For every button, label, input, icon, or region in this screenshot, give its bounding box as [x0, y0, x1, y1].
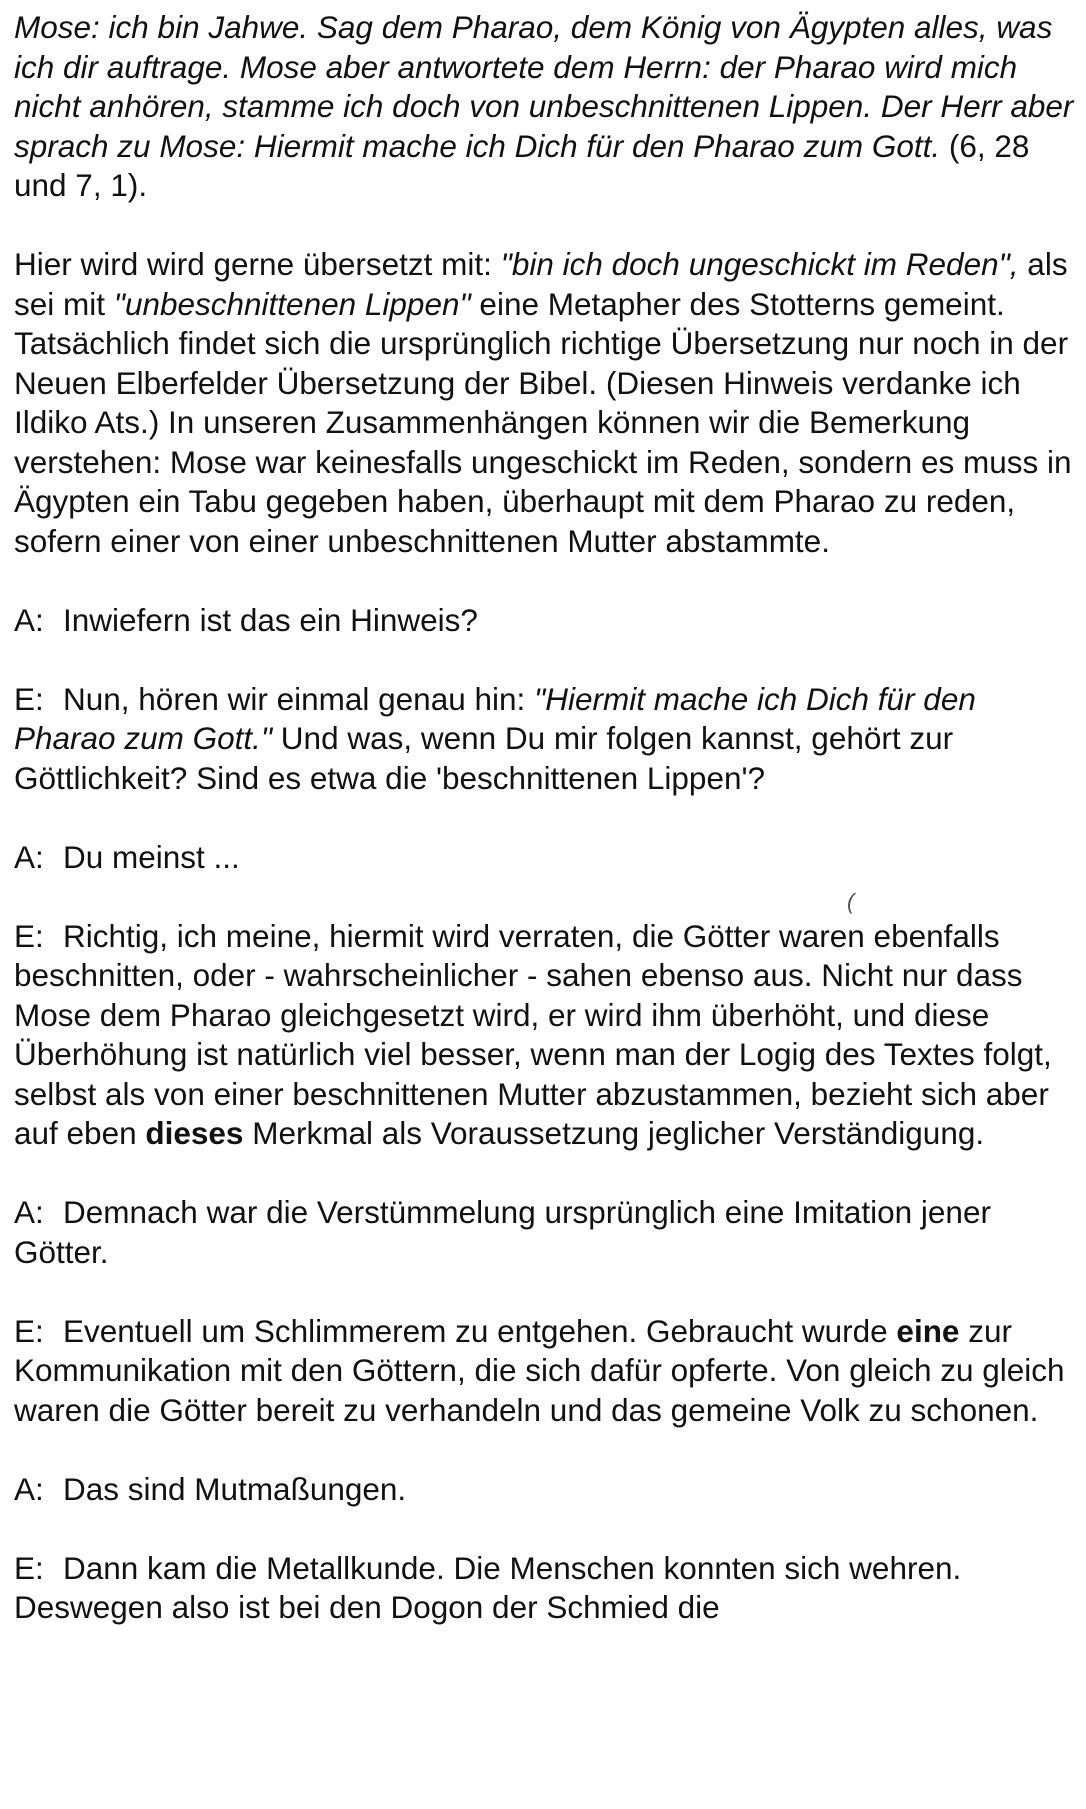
text-run: als sei mit	[14, 246, 1068, 322]
dialogue-text: Eventuell um Schlimmerem zu entgehen. Gebraucht wurde	[63, 1312, 897, 1349]
dialogue-line-e	[14, 680, 1078, 799]
speaker-label: A:	[14, 1470, 44, 1507]
dialogue-text: Das sind Mutmaßungen.	[63, 1470, 407, 1507]
speaker-label: A:	[14, 601, 44, 638]
bible-quote: Mose: ich bin Jahwe. Sag dem Pharao, dem König von Ägypten alles, was ich dir auftrage. Mose aber antwortete dem Herrn: der Pharao wird mich nicht anhören, stamme ich doch von unbeschnittenen Lippen. Der Herr aber sprach zu Mose: Hiermit mache ich Dich für den Pharao zum Gott.	[14, 9, 1074, 164]
bold-emphasis: dieses	[145, 1115, 244, 1151]
paragraph-quote	[14, 8, 1078, 206]
dialogue-line-a	[14, 1193, 1078, 1272]
dialogue-text: Merkmal als Voraussetzung jeglicher Verständigung.	[243, 1115, 985, 1151]
italic-quote: "bin ich doch ungeschickt im Reden",	[500, 246, 1019, 282]
speaker-label: E:	[14, 917, 44, 954]
dialogue-text: Inwiefern ist das ein Hinweis?	[63, 601, 478, 638]
bible-reference: (6, 28 und 7, 1).	[14, 127, 1030, 203]
dialogue-text: Richtig, ich meine, hiermit wird verraten, die Götter waren ebenfalls beschnitten, oder - wahrscheinlicher - sahen ebenso aus. Nicht nur dass Mose dem Pharao gleichgesetzt wird, er wird ihm überhöht, und diese Überhöhung ist natürlich viel besser, wenn man der Logig des Textes folgt, selbst als von einer beschnittenen Mutter abzustammen, bezieht sich aber auf eben	[14, 917, 1052, 1151]
text-run: Hier wird wird gerne übersetzt mit:	[14, 246, 501, 282]
dialogue-text: zur Kommunikation mit den Göttern, die sich dafür opferte. Von gleich zu gleich waren die Götter bereit zu verhandeln und das gemeine Volk zu schonen.	[14, 1312, 1065, 1428]
dialogue-line-a	[14, 601, 1078, 641]
italic-quote: "unbeschnittenen Lippen"	[113, 285, 471, 322]
bold-emphasis: eine	[896, 1312, 960, 1349]
text-run: eine Metapher des Stotterns gemeint. Tatsächlich findet sich die ursprünglich richtige Übersetzung nur noch in der Neuen Elberfelder Übersetzung der Bibel. (Diesen Hinweis verdanke ich Ildiko Ats.) In unseren Zusammenhängen können wir die Bemerkung verstehen: Mose war keinesfalls ungeschickt im Reden, sondern es muss in Ägypten ein Tabu gegeben haben, überhaupt mit dem Pharao zu reden, sofern einer von einer unbeschnittenen Mutter abstammte.	[14, 285, 1072, 559]
dialogue-line-e	[14, 1549, 1078, 1628]
speaker-label: E:	[14, 1312, 44, 1349]
speaker-label: E:	[14, 1549, 44, 1586]
dialogue-line-e	[14, 917, 1078, 1154]
dialogue-text: Demnach war die Verstümmelung ursprünglich eine Imitation jener Götter.	[14, 1194, 991, 1270]
margin-mark: (	[847, 889, 855, 914]
dialogue-text: Und was, wenn Du mir folgen kannst, gehört zur Göttlichkeit? Sind es etwa die 'beschnittenen Lippen'?	[14, 720, 954, 796]
document-page	[14, 8, 1078, 1628]
paragraph-translation-note	[14, 245, 1078, 561]
dialogue-line-a	[14, 1470, 1078, 1510]
speaker-label: E:	[14, 680, 44, 717]
dialogue-text: Nun, hören wir einmal genau hin:	[63, 680, 535, 717]
italic-quote: "Hiermit mache ich Dich für den Pharao zum Gott."	[14, 680, 976, 756]
dialogue-line-e	[14, 1312, 1078, 1431]
speaker-label: A:	[14, 838, 44, 875]
dialogue-text: Du meinst ...	[63, 838, 240, 875]
speaker-label: A:	[14, 1194, 44, 1230]
dialogue-line-a	[14, 838, 1078, 878]
dialogue-text: Dann kam die Metallkunde. Die Menschen konnten sich wehren. Deswegen also ist bei den Dogon der Schmied die	[14, 1549, 962, 1625]
